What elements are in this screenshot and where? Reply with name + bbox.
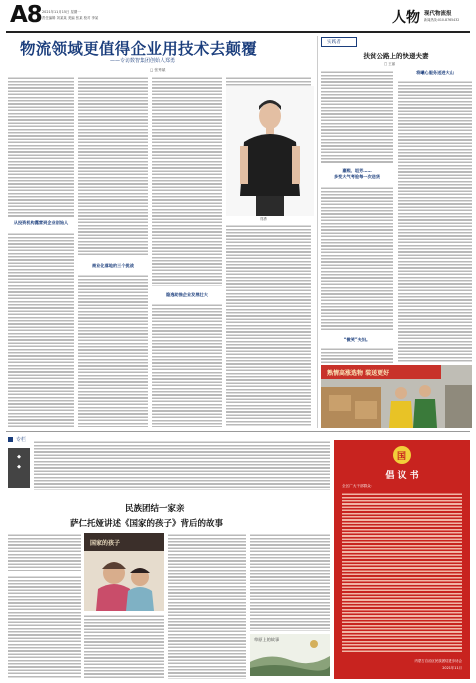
story-text-col1b bbox=[8, 575, 81, 679]
divider-lead-right bbox=[317, 36, 318, 428]
lead-text-col1a bbox=[8, 76, 74, 217]
lead-subhead-2: 商业化落地的三个挑战 bbox=[92, 263, 134, 268]
column-subhead-2: 嘉熙、垣芳…… 多变大气考验每一次送货 bbox=[333, 168, 381, 179]
lead-text-col2a bbox=[78, 76, 148, 256]
proposal-signature: 内蒙古自治区民族团结进步协会 bbox=[414, 659, 462, 663]
story-label-box bbox=[8, 436, 30, 444]
landscape-photo bbox=[250, 634, 330, 676]
story-text-col2 bbox=[84, 614, 164, 679]
man-portrait-image bbox=[226, 86, 314, 216]
proposal-emblem bbox=[393, 446, 411, 464]
column-text-a bbox=[321, 70, 393, 164]
column-text-b bbox=[321, 186, 393, 331]
couple-photo bbox=[321, 365, 472, 428]
hotline: 新闻热线:010-8765432 bbox=[424, 18, 460, 22]
lead-subhead-1: 从投资机构露营到企业创始人 bbox=[13, 220, 69, 225]
column-author: □ 王丽 bbox=[384, 62, 396, 66]
story-text-col3 bbox=[168, 533, 246, 679]
story-text-col1a bbox=[8, 533, 81, 571]
proposal-date: 2021年11月 bbox=[442, 666, 462, 670]
lead-text-col3b bbox=[152, 303, 222, 427]
landscape-banner: 草原上的故事 bbox=[254, 637, 280, 642]
proposal-body bbox=[342, 492, 462, 652]
column-text-d bbox=[398, 80, 472, 363]
column-subhead-3: “微笑”夫妇。 bbox=[343, 337, 371, 342]
story-label-icon bbox=[8, 437, 13, 442]
children-photo-title: 国家的孩子 bbox=[90, 540, 121, 547]
proposal-box bbox=[334, 440, 470, 679]
story-logo-block bbox=[8, 448, 30, 488]
story-logo-text: ◆ ◆ bbox=[17, 454, 21, 470]
masthead-rule bbox=[6, 31, 470, 33]
dateline: 2021年11月15日 星期一 bbox=[42, 10, 81, 14]
lead-subtitle: ——专访数智集团创始人郑勇 bbox=[110, 58, 176, 64]
column-label-box bbox=[321, 37, 357, 47]
lead-headline: 物流领域更值得企业用技术去颠覆 bbox=[20, 40, 258, 58]
paper-name: 现代物流报 bbox=[424, 11, 452, 17]
lead-text-col2b bbox=[78, 274, 148, 427]
proposal-emblem-text: 国 bbox=[397, 452, 407, 462]
couple-photo-banner: 熟情高涨选物 装送更好 bbox=[327, 370, 390, 377]
lead-text-col4b bbox=[226, 224, 311, 427]
column-subhead-1: 将曦心服务送进大山 bbox=[416, 70, 454, 75]
column-text-c bbox=[321, 347, 393, 363]
section-title: 人物 bbox=[392, 10, 420, 26]
column-label: 实践者 bbox=[327, 40, 341, 45]
masthead bbox=[0, 0, 476, 34]
page-number: A8 bbox=[10, 2, 42, 28]
story-text-col4a bbox=[250, 533, 330, 631]
proposal-title: 倡 议 书 bbox=[385, 471, 419, 481]
column-title: 扶贫公路上的快递夫妻 bbox=[363, 52, 429, 60]
lead-byline: □ 张秀斌 bbox=[150, 68, 166, 72]
lead-text-col3a bbox=[152, 76, 222, 286]
lead-subhead-3: 隐逸助推企业发展壮大 bbox=[166, 292, 208, 297]
lower-rule bbox=[6, 431, 470, 432]
children-photo bbox=[84, 533, 164, 611]
story-label: 专栏 bbox=[16, 437, 27, 443]
portrait-photo bbox=[226, 86, 314, 216]
lead-text-col1b bbox=[8, 232, 74, 427]
proposal-salutation: 全区广大干部群众： bbox=[342, 484, 375, 488]
editors-line: 责任编辑 刘某某 美编 张某 校对 李某 bbox=[42, 16, 99, 20]
story-headline-2: 萨仁托娅讲述《国家的孩子》背后的故事 bbox=[70, 519, 224, 529]
story-headline-1: 民族团结一家亲 bbox=[125, 504, 185, 514]
story-intro bbox=[34, 440, 330, 490]
portrait-caption: 郑勇 bbox=[260, 217, 267, 221]
